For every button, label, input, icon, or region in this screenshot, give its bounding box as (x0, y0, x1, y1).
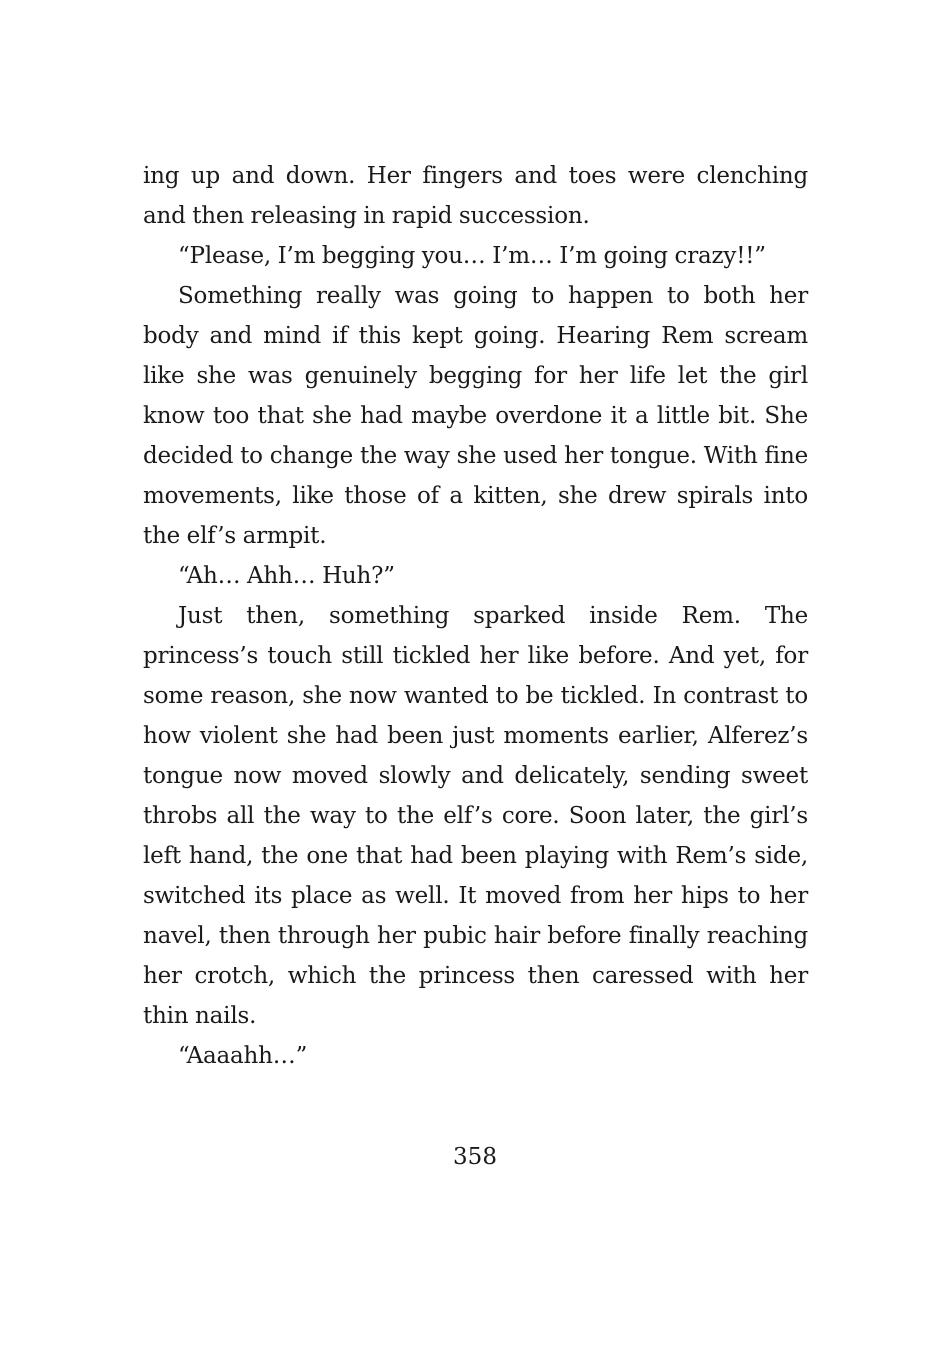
page-number: 358 (453, 1144, 497, 1170)
paragraph-dialogue: “Please, I’m begging you… I’m… I’m going crazy!!” (178, 243, 766, 269)
paragraph: Just then, something sparked inside Rem. The princess’s touch still tickled her like before. And yet, for some reason, she now wanted to be tickled. In contrast to how violent she had been just moments earlier, Alferez’s tongue now moved slowly and delicately, sending sweet throbs all the way to the elf’s core. Soon later, the girl’s left hand, the one that had been playing with Rem’s side, switched its place as well. It moved from her hips to her navel, then through her pubic hair before finally reaching her crotch, which the princess then caressed with her thin nails. (143, 603, 808, 1029)
paragraph-dialogue: “Aaaahh…” (178, 1043, 308, 1069)
paragraph: Something really was going to happen to both her body and mind if this kept going. Hearing Rem scream like she was genuinely begging for her life let the girl know too that she had maybe overdone it a little bit. She decided to change the way she used her tongue. With fine movements, like those of a kitten, she drew spirals into the elf’s armpit. (143, 283, 808, 549)
paragraph-dialogue: “Ah… Ahh… Huh?” (178, 563, 395, 589)
body-text (143, 156, 808, 1076)
paragraph-continuation: ing up and down. Her fingers and toes were clenching and then releasing in rapid succession. (143, 163, 808, 229)
